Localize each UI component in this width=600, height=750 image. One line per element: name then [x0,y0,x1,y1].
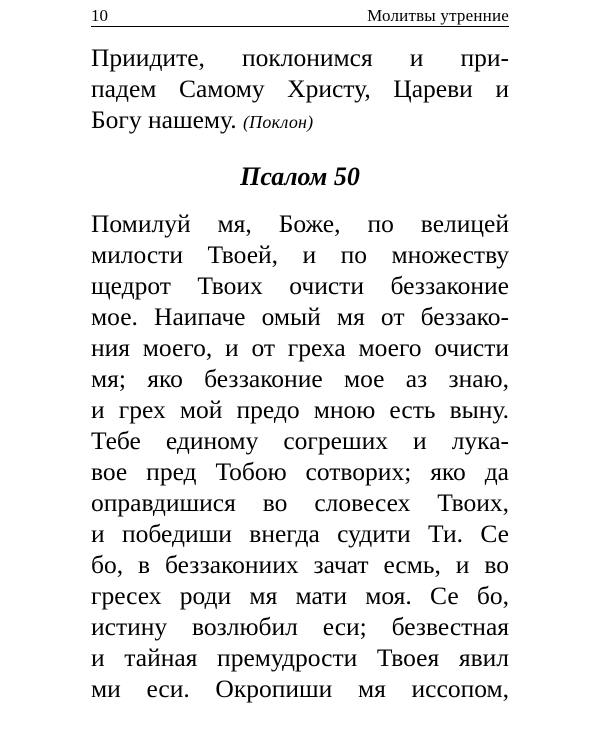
psalm-text [91,208,509,704]
rubric-bow: (Поклон) [242,112,314,132]
text-line: ния моего, и от греха моего очисти [91,333,509,362]
text-line: и победиши внегда судити Ти. Се [91,519,509,548]
text-line: бо, в беззакониих зачат есмь, и во [91,550,509,579]
text-line: и грех мой предо мною есть выну. [91,395,509,424]
page-number: 10 [91,6,108,25]
text-line: Помилуй мя, Боже, по велицей [91,209,509,238]
text-line: Тебе единому согреших и лука- [91,426,509,455]
text-line: Приидите, поклонимся и при- [91,43,509,72]
text-line: мя; яко беззаконие мое аз знаю, [91,364,509,393]
text-line: ми еси. Окропиши мя иссопом, [91,674,509,703]
text-line: мое. Наипаче омый мя от беззако- [91,302,509,331]
text-line: щедрот Твоих очисти беззаконие [91,271,509,300]
text-line: вое пред Тобою сотворих; яко да [91,457,509,486]
invocation-paragraph [91,42,509,138]
text-line: оправдишися во словесех Твоих, [91,488,509,517]
psalm-title: Псалом 50 [240,162,360,191]
page-header [91,4,509,27]
text-line [91,104,509,138]
text-line: истину возлюбил еси; безвестная [91,612,509,641]
text-line-content: Богу нашему. [91,105,237,134]
text-line: милости Твоей, и по множеству [91,240,509,269]
text-line: падем Самому Христу, Цареви и [91,74,509,103]
text-line: гресех роди мя мати моя. Се бо, [91,581,509,610]
running-title: Молитвы утренние [367,6,509,25]
text-line: и тайная премудрости Твоея явил [91,643,509,672]
